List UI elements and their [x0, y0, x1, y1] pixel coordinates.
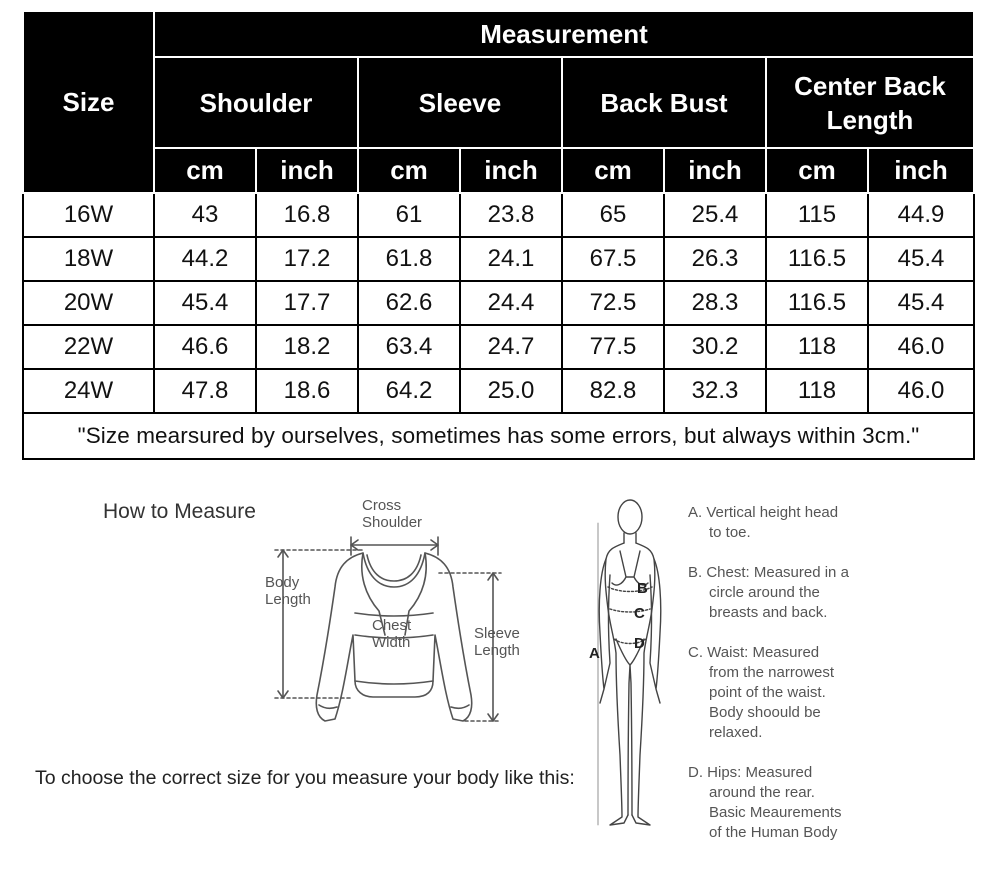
cross-shoulder-label: Cross Shoulder — [362, 497, 423, 531]
value-cell: 28.3 — [664, 281, 766, 325]
measurement-header: Measurement — [154, 11, 974, 57]
body-length-label: Body Length — [265, 574, 311, 608]
table-row — [23, 237, 974, 281]
garment-diagram — [255, 495, 545, 735]
unit-header: inch — [868, 148, 974, 193]
table-row — [23, 193, 974, 237]
value-cell: 77.5 — [562, 325, 664, 369]
value-cell: 46.0 — [868, 325, 974, 369]
value-cell: 64.2 — [358, 369, 460, 413]
value-cell: 72.5 — [562, 281, 664, 325]
value-cell: 17.7 — [256, 281, 358, 325]
value-cell: 65 — [562, 193, 664, 237]
back-bust-header: Back Bust — [562, 57, 766, 148]
how-to-measure-title: How to Measure — [103, 500, 256, 523]
unit-header: inch — [460, 148, 562, 193]
value-cell: 46.0 — [868, 369, 974, 413]
note-a: A. Vertical height head to toe. — [688, 504, 839, 541]
value-cell: 25.4 — [664, 193, 766, 237]
value-cell: 44.2 — [154, 237, 256, 281]
center-back-length-header: Center Back Length — [766, 57, 974, 148]
table-row — [23, 281, 974, 325]
value-cell: 45.4 — [868, 281, 974, 325]
note-c: C. Waist: Measured from the narrowest point of the waist. Body shoould be relaxed. — [688, 644, 835, 741]
value-cell: 43 — [154, 193, 256, 237]
marker-a: A — [589, 645, 600, 662]
marker-b: B — [637, 580, 648, 597]
marker-c: C — [634, 605, 645, 622]
value-cell: 25.0 — [460, 369, 562, 413]
unit-header: inch — [664, 148, 766, 193]
body-figure-diagram — [580, 493, 680, 833]
value-cell: 45.4 — [868, 237, 974, 281]
value-cell: 17.2 — [256, 237, 358, 281]
value-cell: 23.8 — [460, 193, 562, 237]
body-measurement-notes — [688, 503, 988, 843]
value-cell: 115 — [766, 193, 868, 237]
value-cell: 24.4 — [460, 281, 562, 325]
value-cell: 24.7 — [460, 325, 562, 369]
unit-header: cm — [358, 148, 460, 193]
note-d: D. Hips: Measured around the rear. Basic Meaurements of the Human Body — [688, 764, 842, 841]
value-cell: 30.2 — [664, 325, 766, 369]
unit-header: cm — [562, 148, 664, 193]
choose-size-instruction: To choose the correct size for you measure your body like this: — [35, 767, 575, 789]
value-cell: 46.6 — [154, 325, 256, 369]
value-cell: 26.3 — [664, 237, 766, 281]
value-cell: 82.8 — [562, 369, 664, 413]
size-cell: 24W — [23, 369, 154, 413]
measurement-note: "Size mearsured by ourselves, sometimes has some errors, but always within 3cm." — [23, 413, 974, 459]
value-cell: 63.4 — [358, 325, 460, 369]
table-row — [23, 369, 974, 413]
value-cell: 67.5 — [562, 237, 664, 281]
value-cell: 24.1 — [460, 237, 562, 281]
unit-header: inch — [256, 148, 358, 193]
value-cell: 18.6 — [256, 369, 358, 413]
value-cell: 61.8 — [358, 237, 460, 281]
table-row — [23, 325, 974, 369]
value-cell: 32.3 — [664, 369, 766, 413]
size-column-header: Size — [23, 11, 154, 193]
value-cell: 18.2 — [256, 325, 358, 369]
size-cell: 16W — [23, 193, 154, 237]
value-cell: 116.5 — [766, 281, 868, 325]
chest-width-label: Chest Width — [372, 617, 412, 651]
size-cell: 18W — [23, 237, 154, 281]
note-row — [23, 413, 974, 459]
value-cell: 118 — [766, 325, 868, 369]
value-cell: 16.8 — [256, 193, 358, 237]
unit-header: cm — [766, 148, 868, 193]
sleeve-length-label: Sleeve Length — [474, 625, 520, 659]
value-cell: 118 — [766, 369, 868, 413]
unit-header: cm — [154, 148, 256, 193]
marker-d: D — [634, 635, 645, 652]
shoulder-header: Shoulder — [154, 57, 358, 148]
value-cell: 47.8 — [154, 369, 256, 413]
size-cell: 22W — [23, 325, 154, 369]
value-cell: 62.6 — [358, 281, 460, 325]
value-cell: 45.4 — [154, 281, 256, 325]
value-cell: 61 — [358, 193, 460, 237]
value-cell: 116.5 — [766, 237, 868, 281]
note-b: B. Chest: Measured in a circle around the breasts and back. — [688, 564, 849, 621]
value-cell: 44.9 — [868, 193, 974, 237]
size-chart-table — [22, 10, 975, 460]
sleeve-header: Sleeve — [358, 57, 562, 148]
size-cell: 20W — [23, 281, 154, 325]
